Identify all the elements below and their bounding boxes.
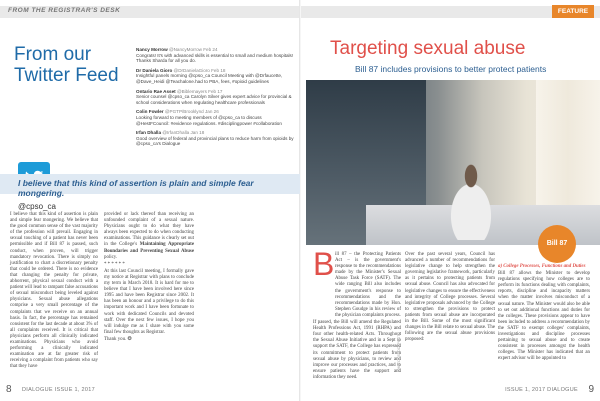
- paragraph: ill 87 – the Protecting Patients Act – is the government's response to the recommendations made by the Minister's Sexual Abuse Task Force (SATF). The wide ranging Bill also includes the government's response to recommendations and the recommendations made by Hon. Stephen Goudge in his review of the physician complaints process.: [335, 252, 401, 318]
- article-column-1: [313, 252, 401, 382]
- tweet-body: Good overview of federal and provincial plans to reduce harm from opioids by @cpso_ca's Dialogue: [136, 135, 294, 147]
- page-number: 8: [6, 384, 12, 395]
- article-subtitle: Bill 87 includes provisions to better protect patients: [355, 64, 547, 74]
- paragraph: I believe that this kind of assertion is plain and simple fear mongering. We believe that the good common sense of the vast majority of the profession will prevail. Engaging in sexual touching of a patient has never been permissible and if Bill 87 is passed, such conduct, when proven, will trigger mandatory revocation. There is simply no justification to chart a discretionary penalty that could be ordered. There is no evidence that changing the penalty for private, abhorrent, physical sexual conduct with a patient will lead to rampant false accusations of sexual misconduct being leveled against physicians. Sexual abuse allegations comprise a very small percentage of the complaints that we receive on an annual basis. In fact, the percentage has remained consistent for the last decade at about 3% of all complaints received. It is critical that physicians perform all clinically indicated examinations. Physicians who avoid performing a clinically indicated examination are at far greater risk of receiving a complaint from patients who say that they have: [10, 212, 99, 370]
- paragraph: Over the past several years, Council has advanced a number of recommendations for legislative change to help strengthen the governing legislative framework, particularly as it pertains to protecting patients from sexual abuse. Council has also advocated for legislative changes to ensure the effectiveness and integrity of College processes. Several legislative proposals advanced by the College to strengthen the provisions to protect patients from sexual abuse are incorporated in the Bill. Some of the most significant changes in the Bill relate to sexual abuse. The following are the sexual abuse provisions proposed:: [405, 252, 495, 343]
- page-number: 9: [588, 384, 594, 395]
- paragraph: If passed, the Bill will amend the Regulated Health Professions Act, 1991 (RHPA) and four other health-related Acts. Throughout the Sexual Abuse Initiative and in a Sept to support the SATF, the College has expressed its commitment to protect patients from sexual abuse by physicians, to review and improve our processes and practices, and to ensure patients have the support and information they need.: [313, 320, 401, 380]
- policy-title: Maintaining Appropriate Boundaries and Preventing Sexual Abuse: [104, 242, 194, 254]
- pull-quote-text: I believe that this kind of assertion is plain and simple fear mongering.: [18, 178, 254, 198]
- feature-tab: FEATURE: [552, 5, 594, 18]
- tweet-item: [136, 68, 296, 85]
- tweet-item: [136, 47, 296, 64]
- tweet-author[interactable]: Dr Daniela Gioro: [136, 67, 173, 73]
- tweet-body: Senior counsel @cpso_ca Carolyn Silver gives expert advice for provincial & school considerations when regulating healthcare professionals: [136, 94, 292, 105]
- article-title: Targeting sexual abuse: [330, 38, 526, 59]
- tweet-author[interactable]: Colin Fowler: [136, 109, 164, 115]
- drop-cap: B: [313, 246, 335, 282]
- registrar-column-2: [104, 212, 194, 344]
- twitter-handle[interactable]: @cpso_ca: [18, 202, 56, 211]
- section-divider-stars: * * * * * *: [104, 261, 125, 267]
- tweet-item: [136, 89, 296, 106]
- issue-label: ISSUE 1, 2017 DIALOGUE: [505, 387, 578, 393]
- paragraph-text: provided or lack thereof than receiving an unfounded complaint of a sexual nature. Physicians ought to do what they have always been expected to do when conducting examinations. This guidance is clearly set out in the College's: [104, 212, 194, 248]
- article-column-2: [405, 252, 495, 344]
- photo-patient: [436, 160, 506, 240]
- article-column-3: [498, 264, 590, 364]
- pull-quote: [0, 174, 300, 198]
- tweet-meta: @Biblemayers Feb 17: [176, 88, 223, 94]
- tweet-body: Insightful panels morning @cpso_ca Council Meeting with @Drfaucette, @Dave_Heidi @Teachalone.had to PBA, fees, #opioid guidelines: [136, 73, 283, 84]
- tweet-meta: @PGTP/Brooklynd Jan 26: [164, 109, 219, 115]
- hospital-bed-photo: [306, 80, 600, 245]
- paragraph: Bill 87 allows the Minister to develop regulations specifying how colleges are to perform its functions dealing with complaints, reports, discipline and incapacity matters when the matter involves misconduct of a sexual nature. The Minister would also be able to set out additional functions and duties for the colleges. These provisions appear to have been included to address a recommendation by the SATF to exempt colleges' complaints, investigations and discipline processes pertaining to sexual abuse and to create consistent in processes amongst the health colleges. The Minister has indicated that an expert advisor will be appointed to: [498, 271, 590, 362]
- tweet-author[interactable]: Irfan Dhalla: [136, 130, 162, 136]
- paragraph: [104, 212, 194, 261]
- heading-line2: Twitter Feed: [14, 65, 119, 86]
- paragraph-text: policy.: [104, 254, 118, 260]
- tweet-meta: @NancyMorrow Feb 24: [168, 47, 218, 52]
- section-subhead: a) College Processes, Functions and Duties: [498, 264, 586, 269]
- heading-line1: From our: [14, 44, 92, 65]
- feature-banner: [300, 6, 600, 18]
- tweet-meta: @IrfanDhalla Jan 18: [162, 130, 205, 136]
- registrar-desk-banner: [0, 6, 300, 18]
- footer-right: [300, 384, 600, 398]
- section-label: FROM THE REGISTRAR'S DESK: [8, 7, 121, 14]
- issue-label: DIALOGUE ISSUE 1, 2017: [22, 387, 95, 393]
- page-gutter: [299, 0, 301, 401]
- photo-credit: PHOTO: ISTOCKPHOTO: [397, 332, 401, 372]
- tweet-author[interactable]: Nancy Morrow: [136, 47, 168, 52]
- signoff: Thank you. ❂: [104, 336, 132, 342]
- tweet-list: [136, 47, 296, 151]
- registrar-column-1: [10, 212, 98, 371]
- bill-87-badge: Bill 87: [538, 225, 576, 263]
- tweet-item: [136, 109, 296, 126]
- tweet-body: Looking forward to meeting members of @cpso_ca to discuss @HestFCouncil: #evidence regulations. #disciplingpower #collaboration: [136, 114, 282, 126]
- paragraph: At this last Council meeting, I formally gave my notice at Registrar with plans to conclude my term in March 2018. It is hard for me to believe that I have been involved here since 1995 and have been Registrar since 2002. It has been an honour and a privilege to do this important work and I have been fortunate to work with dedicated Councils and devoted staff. Over the next few issues, I hope you will indulge me as I share with you some final few thoughts as Registrar.: [104, 268, 194, 335]
- tweet-meta: @DrDanielaGioro Feb 18: [173, 67, 226, 73]
- tweet-author[interactable]: Ontario Rae Asset: [136, 88, 176, 94]
- tweet-body: Congrats! It's with advanced skills is essential to small and medium hospitals! Thanks Sharda for all you do.: [136, 52, 294, 64]
- footer-left: [0, 384, 300, 398]
- tweet-item: [136, 130, 296, 147]
- twitter-feed-heading: [14, 44, 124, 86]
